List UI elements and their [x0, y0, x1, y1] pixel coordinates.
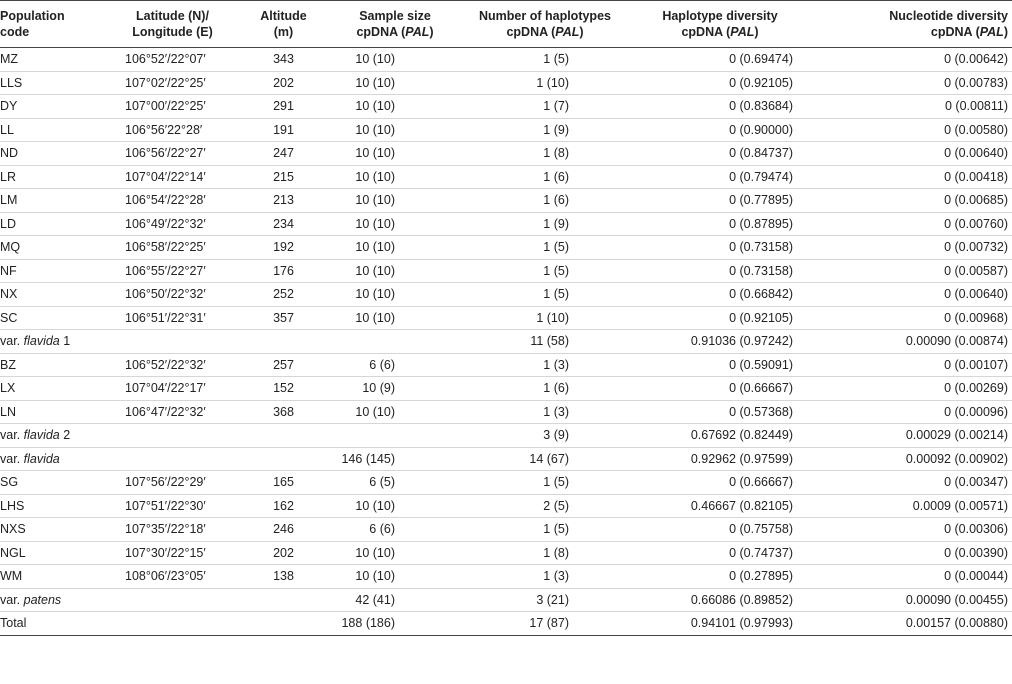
population-code-code: LN: [0, 404, 16, 419]
nucleotide-diversity-header: Nucleotide diversity cpDNA (PAL): [889, 9, 1008, 39]
population-code-code: MZ: [0, 52, 19, 67]
altitude-cell: 191: [242, 118, 325, 142]
haplotype-diversity-cell: 0 (0.69474): [625, 48, 815, 72]
header-line2: cpDNA (: [930, 25, 980, 39]
altitude-cell: 165: [242, 471, 325, 495]
population-code-cell: [0, 588, 103, 612]
sample-size-cell: 10 (10): [325, 400, 465, 424]
header-italic: PAL: [555, 25, 580, 39]
haplotype-count-cell: 3 (21): [465, 588, 625, 612]
haplotype-count-cell: 1 (10): [465, 71, 625, 95]
population-code-code: MQ: [0, 240, 21, 255]
altitude-cell: [242, 424, 325, 448]
coordinate-cell: 108°06′/23°05′: [103, 565, 242, 589]
haplotype-count-header: Number of haplotypes cpDNA (PAL): [479, 9, 611, 39]
haplotype-count-cell: 14 (67): [465, 447, 625, 471]
coordinate-cell: 107°00′/22°25′: [103, 95, 242, 119]
population-code-cell: [0, 612, 103, 636]
haplotype-count-cell: 11 (58): [465, 330, 625, 354]
altitude-cell: 291: [242, 95, 325, 119]
population-code-code: LD: [0, 216, 16, 231]
header-italic: PAL: [405, 25, 430, 39]
header-line2: cpDNA (: [506, 25, 556, 39]
altitude-cell: 192: [242, 236, 325, 260]
haplotype-count-cell: 1 (6): [465, 189, 625, 213]
population-code-cell: [0, 71, 103, 95]
coordinate-cell: 106°51′/22°31′: [103, 306, 242, 330]
coordinate-cell: 107°04′/22°14′: [103, 165, 242, 189]
nucleotide-diversity-cell: 0 (0.00306): [815, 518, 1012, 542]
haplotype-diversity-cell: 0.91036 (0.97242): [625, 330, 815, 354]
population-code-cell: [0, 377, 103, 401]
table-row: [0, 283, 1012, 307]
haplotype-count-cell: 3 (9): [465, 424, 625, 448]
sample-size-cell: 10 (10): [325, 565, 465, 589]
population-code-cell: [0, 48, 103, 72]
haplotype-diversity-cell: 0.66086 (0.89852): [625, 588, 815, 612]
population-code-code: LHS: [0, 498, 25, 513]
altitude-cell: 357: [242, 306, 325, 330]
altitude-cell: 162: [242, 494, 325, 518]
sample-size-cell: 10 (10): [325, 259, 465, 283]
population-code-cell: [0, 494, 103, 518]
table-row: [0, 165, 1012, 189]
population-code-post: 2: [59, 428, 71, 443]
header-line2: Longitude (E): [132, 25, 213, 39]
population-code-header: [0, 1, 103, 48]
haplotype-count-cell: 1 (3): [465, 353, 625, 377]
nucleotide-diversity-cell: 0 (0.00580): [815, 118, 1012, 142]
sample-size-cell: 10 (10): [325, 165, 465, 189]
population-code-cell: [0, 353, 103, 377]
nucleotide-diversity-cell: 0.00092 (0.00902): [815, 447, 1012, 471]
haplotype-diversity-header: Haplotype diversity cpDNA (PAL): [662, 9, 778, 39]
haplotype-diversity-cell: 0 (0.75758): [625, 518, 815, 542]
sample-size-cell: 10 (10): [325, 48, 465, 72]
haplotype-diversity-cell: 0 (0.77895): [625, 189, 815, 213]
haplotype-count-cell: 1 (5): [465, 471, 625, 495]
sample-size-cell: 42 (41): [325, 588, 465, 612]
table-row: [0, 518, 1012, 542]
population-code-cell: [0, 165, 103, 189]
nucleotide-diversity-cell: 0.00090 (0.00455): [815, 588, 1012, 612]
header-row: [0, 1, 1012, 48]
altitude-header: [242, 1, 325, 48]
header-line1: Altitude: [260, 9, 307, 23]
header-line1: Nucleotide diversity: [889, 9, 1008, 23]
table-row: [0, 142, 1012, 166]
population-code-cell: [0, 565, 103, 589]
altitude-cell: 176: [242, 259, 325, 283]
population-code-code: BZ: [0, 357, 16, 372]
haplotype-diversity-cell: 0.67692 (0.82449): [625, 424, 815, 448]
population-code-code: LLS: [0, 75, 23, 90]
population-code-code: Total: [0, 616, 27, 631]
population-code-cell: [0, 518, 103, 542]
nucleotide-diversity-cell: 0 (0.00640): [815, 283, 1012, 307]
haplotype-diversity-cell: 0 (0.87895): [625, 212, 815, 236]
sample-size-cell: 10 (10): [325, 236, 465, 260]
population-code-code: SC: [0, 310, 18, 325]
sample-size-cell: 10 (10): [325, 142, 465, 166]
population-code-cell: [0, 95, 103, 119]
table-row: [0, 424, 1012, 448]
coordinate-cell: 107°56′/22°29′: [103, 471, 242, 495]
population-code-code: ND: [0, 146, 19, 161]
population-code-pre: var.: [0, 592, 24, 607]
haplotype-count-cell: 1 (6): [465, 377, 625, 401]
population-code-cell: [0, 330, 103, 354]
nucleotide-diversity-cell: 0 (0.00390): [815, 541, 1012, 565]
haplotype-diversity-cell: 0 (0.27895): [625, 565, 815, 589]
nucleotide-diversity-cell: 0 (0.00107): [815, 353, 1012, 377]
population-code-code: NGL: [0, 545, 26, 560]
haplotype-count-cell: 1 (3): [465, 565, 625, 589]
population-code-code: LL: [0, 122, 14, 137]
haplotype-diversity-cell: 0 (0.79474): [625, 165, 815, 189]
sample-size-cell: 10 (10): [325, 71, 465, 95]
nucleotide-diversity-cell: 0 (0.00587): [815, 259, 1012, 283]
haplotype-diversity-cell: 0 (0.84737): [625, 142, 815, 166]
sample-size-cell: 10 (10): [325, 541, 465, 565]
population-code-cell: [0, 424, 103, 448]
altitude-cell: [242, 588, 325, 612]
population-code-cell: [0, 259, 103, 283]
haplotype-diversity-cell: 0 (0.90000): [625, 118, 815, 142]
altitude-cell: 343: [242, 48, 325, 72]
haplotype-count-cell: 1 (5): [465, 48, 625, 72]
sample-size-cell: 188 (186): [325, 612, 465, 636]
population-code-cell: [0, 471, 103, 495]
altitude-cell: [242, 447, 325, 471]
table-row: [0, 95, 1012, 119]
population-code-cell: [0, 447, 103, 471]
table-row: [0, 565, 1012, 589]
nucleotide-diversity-cell: 0.00157 (0.00880): [815, 612, 1012, 636]
nucleotide-diversity-cell: 0 (0.00811): [815, 95, 1012, 119]
sample-size-cell: 146 (145): [325, 447, 465, 471]
sample-size-cell: [325, 424, 465, 448]
haplotype-diversity-cell: 0 (0.92105): [625, 71, 815, 95]
altitude-cell: 247: [242, 142, 325, 166]
haplotype-count-cell: 17 (87): [465, 612, 625, 636]
table-row: [0, 447, 1012, 471]
nucleotide-diversity-cell: 0 (0.00044): [815, 565, 1012, 589]
population-code-cell: [0, 400, 103, 424]
table-row: [0, 306, 1012, 330]
coordinate-cell: 106°49′/22°32′: [103, 212, 242, 236]
nucleotide-diversity-cell: 0 (0.00968): [815, 306, 1012, 330]
table-row: [0, 377, 1012, 401]
table-row: [0, 48, 1012, 72]
coordinate-cell: 107°02′/22°25′: [103, 71, 242, 95]
haplotype-diversity-cell: 0 (0.73158): [625, 236, 815, 260]
altitude-cell: 202: [242, 541, 325, 565]
haplotype-diversity-cell: 0 (0.66842): [625, 283, 815, 307]
haplotype-diversity-cell: 0 (0.73158): [625, 259, 815, 283]
population-code-cell: [0, 236, 103, 260]
altitude-cell: 202: [242, 71, 325, 95]
altitude-cell: 257: [242, 353, 325, 377]
nucleotide-diversity-cell: 0 (0.00418): [815, 165, 1012, 189]
nucleotide-diversity-cell: 0.00029 (0.00214): [815, 424, 1012, 448]
population-code-ital: flavida: [23, 334, 60, 349]
haplotype-diversity-cell: 0 (0.66667): [625, 471, 815, 495]
coordinate-cell: [103, 612, 242, 636]
coordinates-header: [103, 1, 242, 48]
nucleotide-diversity-cell: 0 (0.00269): [815, 377, 1012, 401]
haplotype-diversity-cell: 0.94101 (0.97993): [625, 612, 815, 636]
population-code-code: NXS: [0, 522, 26, 537]
table-row: [0, 494, 1012, 518]
population-code-pre: var.: [0, 451, 24, 466]
nucleotide-diversity-cell: 0 (0.00642): [815, 48, 1012, 72]
table-row: [0, 71, 1012, 95]
haplotype-diversity-cell: 0.46667 (0.82105): [625, 494, 815, 518]
population-code-cell: [0, 212, 103, 236]
population-code-code: LR: [0, 169, 16, 184]
header-line2: cpDNA (: [356, 25, 406, 39]
table-row: [0, 353, 1012, 377]
haplotype-count-cell: 1 (5): [465, 518, 625, 542]
table-row: [0, 588, 1012, 612]
header-line1: Latitude (N)/: [136, 9, 209, 23]
haplotype-count-cell: 1 (8): [465, 541, 625, 565]
header-line2: (m): [273, 25, 294, 39]
population-code-cell: [0, 541, 103, 565]
table-row: [0, 259, 1012, 283]
population-code-ital: flavida: [23, 428, 60, 443]
coordinate-cell: 106°52′/22°32′: [103, 353, 242, 377]
header-italic: PAL: [730, 25, 755, 39]
population-code-cell: [0, 283, 103, 307]
altitude-cell: 138: [242, 565, 325, 589]
coordinate-cell: 107°30′/22°15′: [103, 541, 242, 565]
altitude-cell: 234: [242, 212, 325, 236]
altitude-cell: 368: [242, 400, 325, 424]
population-code-pre: var.: [0, 428, 24, 443]
haplotype-count-cell: 2 (5): [465, 494, 625, 518]
coordinate-cell: [103, 588, 242, 612]
coordinate-cell: 107°35′/22°18′: [103, 518, 242, 542]
altitude-cell: 215: [242, 165, 325, 189]
sample-size-cell: 10 (10): [325, 212, 465, 236]
sample-size-cell: 10 (10): [325, 306, 465, 330]
header-line2: cpDNA (: [681, 25, 731, 39]
haplotype-diversity-cell: 0 (0.59091): [625, 353, 815, 377]
header-line1: Haplotype diversity: [662, 9, 778, 23]
coordinate-cell: 106°52′/22°07′: [103, 48, 242, 72]
haplotype-diversity-cell: 0 (0.92105): [625, 306, 815, 330]
population-code-code: LX: [0, 381, 16, 396]
coordinate-cell: 107°51′/22°30′: [103, 494, 242, 518]
nucleotide-diversity-cell: 0 (0.00685): [815, 189, 1012, 213]
nucleotide-diversity-cell: 0.00090 (0.00874): [815, 330, 1012, 354]
haplotype-count-cell: 1 (10): [465, 306, 625, 330]
altitude-cell: 252: [242, 283, 325, 307]
table-row: [0, 236, 1012, 260]
coordinate-cell: 106°54′/22°28′: [103, 189, 242, 213]
coordinate-cell: 106°50′/22°32′: [103, 283, 242, 307]
table-row: [0, 541, 1012, 565]
haplotype-count-cell: 1 (5): [465, 283, 625, 307]
haplotype-count-cell: 1 (6): [465, 165, 625, 189]
haplotype-diversity-cell: 0 (0.74737): [625, 541, 815, 565]
sample-size-cell: 6 (5): [325, 471, 465, 495]
population-code-cell: [0, 306, 103, 330]
nucleotide-diversity-cell: 0 (0.00096): [815, 400, 1012, 424]
population-code-code: SG: [0, 475, 19, 490]
table-row: [0, 118, 1012, 142]
haplotype-diversity-cell: 0 (0.83684): [625, 95, 815, 119]
nucleotide-diversity-cell: 0 (0.00640): [815, 142, 1012, 166]
table-body: [0, 48, 1012, 636]
population-code-code: DY: [0, 99, 18, 114]
nucleotide-diversity-cell: 0 (0.00347): [815, 471, 1012, 495]
header-italic: PAL: [979, 25, 1004, 39]
header-line2: code: [0, 25, 30, 39]
haplotype-count-cell: 1 (5): [465, 236, 625, 260]
population-code-code: NF: [0, 263, 17, 278]
coordinate-cell: 106°47′/22°32′: [103, 400, 242, 424]
coordinate-cell: [103, 447, 242, 471]
altitude-cell: [242, 612, 325, 636]
table-row: [0, 189, 1012, 213]
haplotype-count-cell: 1 (8): [465, 142, 625, 166]
population-code-cell: [0, 118, 103, 142]
population-code-pre: var.: [0, 334, 24, 349]
header-line1: Population: [0, 9, 65, 23]
haplotype-diversity-cell: 0.92962 (0.97599): [625, 447, 815, 471]
population-code-ital: patens: [23, 592, 62, 607]
coordinate-cell: 107°04′/22°17′: [103, 377, 242, 401]
table-row: [0, 400, 1012, 424]
population-code-ital: flavida: [23, 451, 60, 466]
sample-size-cell: 6 (6): [325, 518, 465, 542]
sample-size-cell: 10 (9): [325, 377, 465, 401]
sample-size-header: Sample size cpDNA (PAL): [356, 9, 434, 39]
coordinate-cell: 106°56′22°28′: [103, 118, 242, 142]
nucleotide-diversity-cell: 0 (0.00783): [815, 71, 1012, 95]
population-code-cell: [0, 189, 103, 213]
table-row: [0, 330, 1012, 354]
haplotype-count-cell: 1 (9): [465, 118, 625, 142]
altitude-cell: [242, 330, 325, 354]
haplotype-count-cell: 1 (9): [465, 212, 625, 236]
table-row: [0, 212, 1012, 236]
altitude-cell: 246: [242, 518, 325, 542]
sample-size-cell: [325, 330, 465, 354]
sample-size-cell: 10 (10): [325, 95, 465, 119]
haplotype-count-cell: 1 (7): [465, 95, 625, 119]
sample-size-cell: 10 (10): [325, 494, 465, 518]
nucleotide-diversity-cell: 0 (0.00732): [815, 236, 1012, 260]
coordinate-cell: 106°55′/22°27′: [103, 259, 242, 283]
population-code-code: NX: [0, 287, 18, 302]
altitude-cell: 152: [242, 377, 325, 401]
population-code-post: 1: [59, 334, 71, 349]
coordinate-cell: 106°58′/22°25′: [103, 236, 242, 260]
haplotype-count-cell: 1 (5): [465, 259, 625, 283]
sample-size-cell: 10 (10): [325, 118, 465, 142]
table-row: [0, 612, 1012, 636]
population-code-cell: [0, 142, 103, 166]
haplotype-diversity-cell: 0 (0.57368): [625, 400, 815, 424]
header-line1: Number of haplotypes: [479, 9, 611, 23]
coordinate-cell: [103, 424, 242, 448]
haplotype-count-cell: 1 (3): [465, 400, 625, 424]
coordinate-cell: [103, 330, 242, 354]
haplotype-diversity-cell: 0 (0.66667): [625, 377, 815, 401]
coordinate-cell: 106°56′/22°27′: [103, 142, 242, 166]
nucleotide-diversity-cell: 0 (0.00760): [815, 212, 1012, 236]
table-row: [0, 471, 1012, 495]
nucleotide-diversity-cell: 0.0009 (0.00571): [815, 494, 1012, 518]
altitude-cell: 213: [242, 189, 325, 213]
sample-size-cell: 10 (10): [325, 283, 465, 307]
sample-size-cell: 10 (10): [325, 189, 465, 213]
population-code-code: LM: [0, 193, 18, 208]
sample-size-cell: 6 (6): [325, 353, 465, 377]
population-code-code: WM: [0, 569, 23, 584]
header-line1: Sample size: [359, 9, 431, 23]
